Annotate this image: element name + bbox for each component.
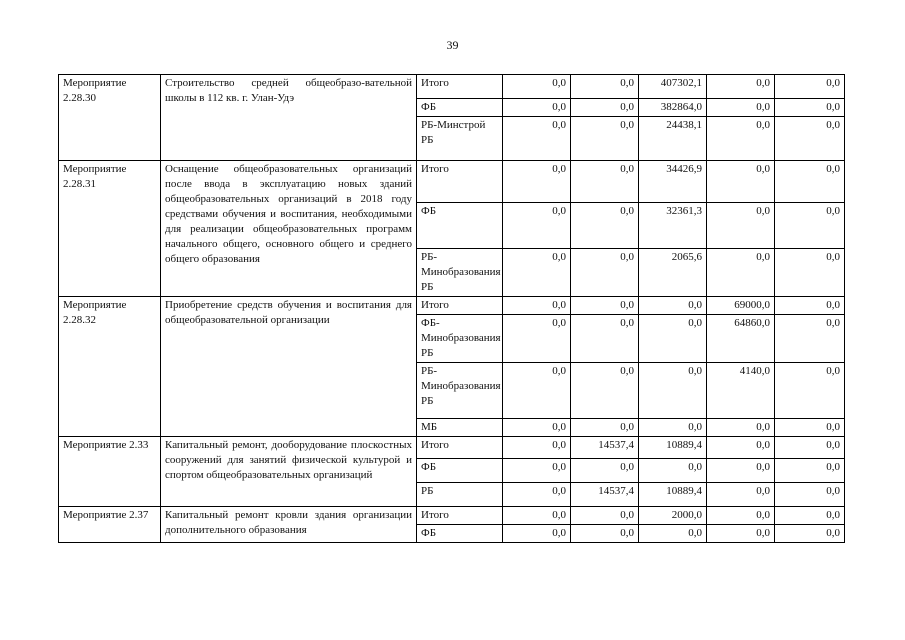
amount-cell: 0,0 xyxy=(503,297,571,315)
amount-cell: 0,0 xyxy=(503,75,571,99)
amount-cell: 0,0 xyxy=(639,363,707,419)
amount-cell: 0,0 xyxy=(503,525,571,543)
amount-cell: 0,0 xyxy=(503,459,571,483)
amount-cell: 0,0 xyxy=(503,99,571,117)
amount-cell: 0,0 xyxy=(707,161,775,203)
amount-cell: 0,0 xyxy=(571,507,639,525)
amount-cell: 407302,1 xyxy=(639,75,707,99)
amount-cell: 0,0 xyxy=(707,507,775,525)
amount-cell: 0,0 xyxy=(707,75,775,99)
funding-source-cell: Итого xyxy=(417,437,503,459)
event-description-cell: Приобретение средств обучения и воспитания для общеобразовательной организации xyxy=(161,297,417,437)
table-row xyxy=(59,437,845,459)
amount-cell: 14537,4 xyxy=(571,483,639,507)
amount-cell: 0,0 xyxy=(503,117,571,161)
event-code-cell: Мероприятие 2.28.30 xyxy=(59,75,161,161)
amount-cell: 0,0 xyxy=(775,483,845,507)
amount-cell: 0,0 xyxy=(639,419,707,437)
amount-cell: 0,0 xyxy=(707,483,775,507)
event-code-cell: Мероприятие 2.33 xyxy=(59,437,161,507)
amount-cell: 0,0 xyxy=(503,437,571,459)
funding-source-cell: Итого xyxy=(417,161,503,203)
funding-source-cell: РБ xyxy=(417,483,503,507)
amount-cell: 0,0 xyxy=(571,525,639,543)
amount-cell: 0,0 xyxy=(775,459,845,483)
amount-cell: 0,0 xyxy=(775,419,845,437)
amount-cell: 24438,1 xyxy=(639,117,707,161)
funding-source-cell: ФБ xyxy=(417,99,503,117)
amount-cell: 0,0 xyxy=(503,161,571,203)
amount-cell: 10889,4 xyxy=(639,483,707,507)
amount-cell: 0,0 xyxy=(571,363,639,419)
amount-cell: 2000,0 xyxy=(639,507,707,525)
amount-cell: 0,0 xyxy=(503,249,571,297)
amount-cell: 32361,3 xyxy=(639,203,707,249)
amount-cell: 0,0 xyxy=(503,419,571,437)
amount-cell: 0,0 xyxy=(775,161,845,203)
table-body xyxy=(59,75,845,543)
funding-source-cell: ФБ-Минобразования РБ xyxy=(417,315,503,363)
event-description-cell: Строительство средней общеобразо-вательной школы в 112 кв. г. Улан-Удэ xyxy=(161,75,417,161)
funding-source-cell: РБ-Минобразования РБ xyxy=(417,363,503,419)
amount-cell: 382864,0 xyxy=(639,99,707,117)
funding-source-cell: Итого xyxy=(417,297,503,315)
amount-cell: 0,0 xyxy=(503,363,571,419)
amount-cell: 0,0 xyxy=(639,525,707,543)
page-number: 39 xyxy=(446,38,459,52)
amount-cell: 0,0 xyxy=(775,99,845,117)
table-row xyxy=(59,507,845,525)
amount-cell: 0,0 xyxy=(571,161,639,203)
funding-source-cell: ФБ xyxy=(417,203,503,249)
amount-cell: 0,0 xyxy=(571,315,639,363)
amount-cell: 0,0 xyxy=(503,203,571,249)
table-row xyxy=(59,297,845,315)
amount-cell: 0,0 xyxy=(707,117,775,161)
amount-cell: 0,0 xyxy=(707,419,775,437)
amount-cell: 0,0 xyxy=(775,525,845,543)
amount-cell: 0,0 xyxy=(571,99,639,117)
amount-cell: 0,0 xyxy=(503,507,571,525)
amount-cell: 0,0 xyxy=(775,249,845,297)
event-code-cell: Мероприятие 2.28.31 xyxy=(59,161,161,297)
amount-cell: 0,0 xyxy=(707,99,775,117)
amount-cell: 0,0 xyxy=(503,315,571,363)
amount-cell: 0,0 xyxy=(571,203,639,249)
event-description-cell: Оснащение общеобразовательных организаций после ввода в эксплуатацию новых зданий общеобразовательных организаций в 2018 году средствами обучения и воспитания, необходимыми для реализации общеобразовательных программ начального общего, основного общего и среднего общего образования xyxy=(161,161,417,297)
amount-cell: 0,0 xyxy=(775,437,845,459)
table-row xyxy=(59,161,845,203)
funding-source-cell: ФБ xyxy=(417,459,503,483)
funding-source-cell: ФБ xyxy=(417,525,503,543)
amount-cell: 34426,9 xyxy=(639,161,707,203)
amount-cell: 0,0 xyxy=(571,249,639,297)
amount-cell: 0,0 xyxy=(775,75,845,99)
amount-cell: 10889,4 xyxy=(639,437,707,459)
amount-cell: 0,0 xyxy=(775,507,845,525)
amount-cell: 0,0 xyxy=(707,249,775,297)
table-row xyxy=(59,75,845,99)
funding-source-cell: Итого xyxy=(417,75,503,99)
amount-cell: 0,0 xyxy=(503,483,571,507)
funding-source-cell: МБ xyxy=(417,419,503,437)
event-description-cell: Капитальный ремонт, дооборудование плоскостных сооружений для занятий физической культурой и спортом общеобразовательных организаций xyxy=(161,437,417,507)
event-code-cell: Мероприятие 2.28.32 xyxy=(59,297,161,437)
amount-cell: 0,0 xyxy=(571,419,639,437)
event-description-cell: Капитальный ремонт кровли здания организации дополнительного образования xyxy=(161,507,417,543)
funding-source-cell: РБ-Минстрой РБ xyxy=(417,117,503,161)
amount-cell: 0,0 xyxy=(775,363,845,419)
amount-cell: 0,0 xyxy=(707,437,775,459)
amount-cell: 0,0 xyxy=(571,459,639,483)
amount-cell: 14537,4 xyxy=(571,437,639,459)
amount-cell: 0,0 xyxy=(775,297,845,315)
amount-cell: 64860,0 xyxy=(707,315,775,363)
amount-cell: 4140,0 xyxy=(707,363,775,419)
amount-cell: 0,0 xyxy=(707,459,775,483)
amount-cell: 0,0 xyxy=(775,203,845,249)
amount-cell: 0,0 xyxy=(639,315,707,363)
budget-table xyxy=(58,74,845,543)
amount-cell: 0,0 xyxy=(571,75,639,99)
amount-cell: 69000,0 xyxy=(707,297,775,315)
amount-cell: 2065,6 xyxy=(639,249,707,297)
funding-source-cell: РБ-Минобразования РБ xyxy=(417,249,503,297)
funding-source-cell: Итого xyxy=(417,507,503,525)
amount-cell: 0,0 xyxy=(707,203,775,249)
amount-cell: 0,0 xyxy=(639,297,707,315)
amount-cell: 0,0 xyxy=(707,525,775,543)
amount-cell: 0,0 xyxy=(775,315,845,363)
amount-cell: 0,0 xyxy=(639,459,707,483)
amount-cell: 0,0 xyxy=(571,297,639,315)
event-code-cell: Мероприятие 2.37 xyxy=(59,507,161,543)
amount-cell: 0,0 xyxy=(571,117,639,161)
amount-cell: 0,0 xyxy=(775,117,845,161)
